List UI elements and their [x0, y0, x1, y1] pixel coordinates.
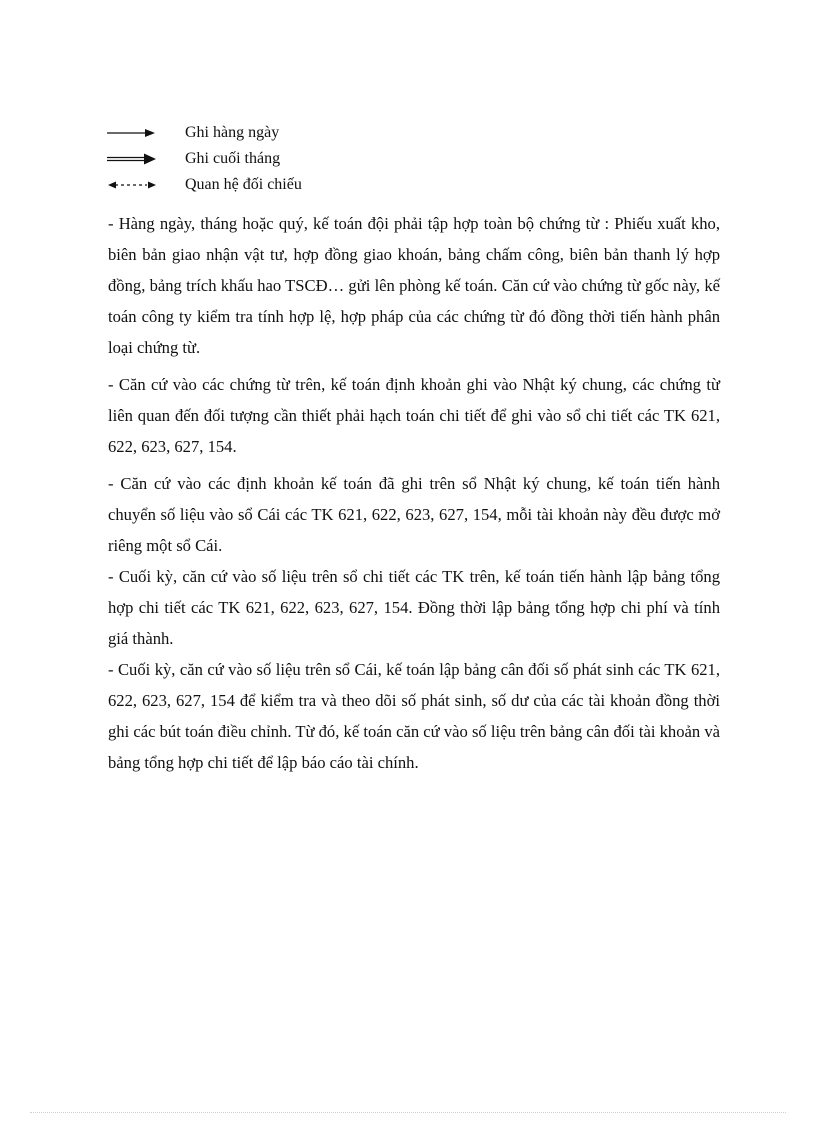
legend-label: Ghi hàng ngày: [185, 124, 280, 141]
double-arrow-icon: [107, 152, 157, 166]
page-bottom-divider: [30, 1112, 786, 1113]
single-arrow-icon: [107, 126, 157, 140]
paragraph-journal-entry: - Căn cứ vào các chứng từ trên, kế toán định khoản ghi vào Nhật ký chung, các chứng từ liên quan đến đối tượng cần thiết phải hạch toán chi tiết để ghi vào sổ chi tiết các TK 621, 622, 623, 627, 154.: [108, 375, 720, 456]
dashed-double-arrow-icon: [107, 178, 157, 192]
paragraph-detail-summary: - Cuối kỳ, căn cứ vào số liệu trên sổ chi tiết các TK trên, kế toán tiến hành lập bảng tổng hợp chi tiết các TK 621, 622, 623, 627, 154. Đồng thời lập bảng tổng hợp chi phí và tính giá thành.: [108, 567, 720, 648]
paragraph-ledger-transfer: - Căn cứ vào các định khoản kế toán đã ghi trên sổ Nhật ký chung, kế toán tiến hành chuyển số liệu vào sổ Cái các TK 621, 622, 623, 627, 154, mỗi tài khoản này đều được mở riêng một sổ Cái.: [108, 474, 720, 555]
legend-label: Ghi cuối tháng: [185, 150, 281, 167]
document-body: [108, 208, 720, 778]
paragraph-daily-collection: - Hàng ngày, tháng hoặc quý, kế toán đội phải tập hợp toàn bộ chứng từ : Phiếu xuất kho, biên bản giao nhận vật tư, hợp đồng giao khoán, bảng chấm công, biên bản thanh lý hợp đồng, bảng trích khấu hao TSCĐ… gửi lên phòng kế toán. Căn cứ vào chứng từ gốc này, kế toán công ty kiểm tra tính hợp lệ, hợp pháp của các chứng từ đó đồng thời tiến hành phân loại chứng từ.: [108, 214, 720, 357]
paragraph-financial-report: - Cuối kỳ, căn cứ vào số liệu trên sổ Cái, kế toán lập bảng cân đối số phát sinh các TK 621, 622, 623, 627, 154 để kiểm tra và theo dõi số phát sinh, số dư của các tài khoản đồng thời ghi các bút toán điều chỉnh. Từ đó, kế toán căn cứ vào số liệu trên bảng cân đối tài khoản và bảng tổng hợp chi tiết để lập báo cáo tài chính.: [108, 660, 720, 772]
legend-label: Quan hệ đối chiếu: [185, 176, 302, 193]
